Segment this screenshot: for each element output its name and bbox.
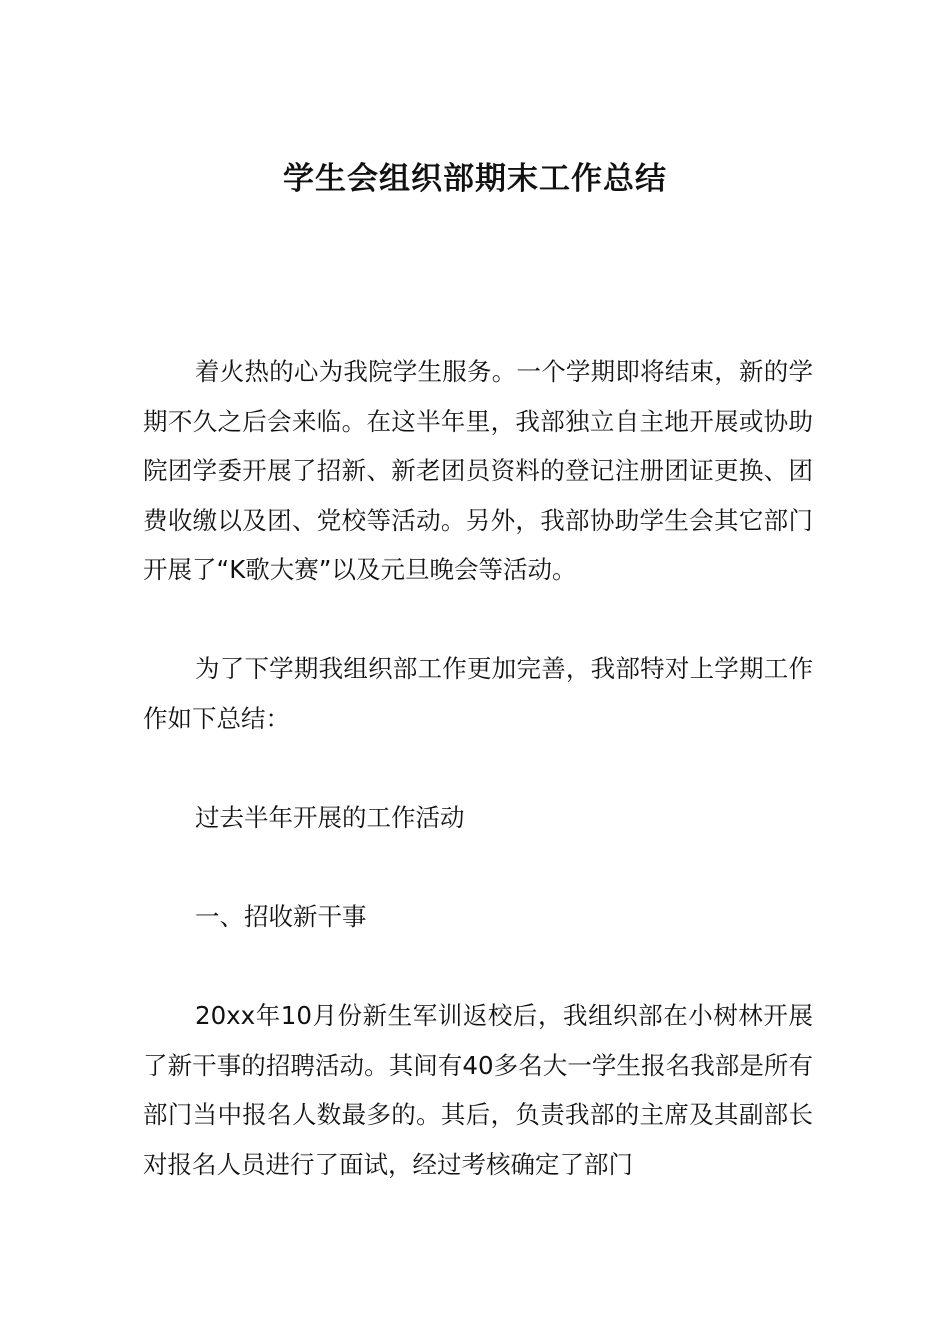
paragraph-summary-lead: 为了下学期我组织部工作更加完善，我部特对上学期工作作如下总结： (143, 654, 813, 733)
document-title: 学生会组织部期末工作总结 (283, 161, 667, 197)
section-heading-recruit: 一、招收新干事 (195, 902, 367, 931)
paragraph-intro: 着火热的心为我院学生服务。一个学期即将结束，新的学期不久之后会来临。在这半年里，我部独立自主地开展或协助院团学委开展了招新、新老团员资料的登记注册团证更换、团费收缴以及团、党校等活动。另外，我部协助学生会其它部门开展了“K歌大赛”以及元旦晚会等活动。 (143, 357, 813, 584)
paragraph-recruit-detail: 20xx年10月份新生军训返校后，我组织部在小树林开展了新干事的招聘活动。其间有40多名大一学生报名我部是所有部门当中报名人数最多的。其后，负责我部的主席及其副部长对报名人员进行了面试，经过考核确定了部门 (143, 1001, 813, 1179)
section-heading-activities: 过去半年开展的工作活动 (195, 803, 465, 832)
